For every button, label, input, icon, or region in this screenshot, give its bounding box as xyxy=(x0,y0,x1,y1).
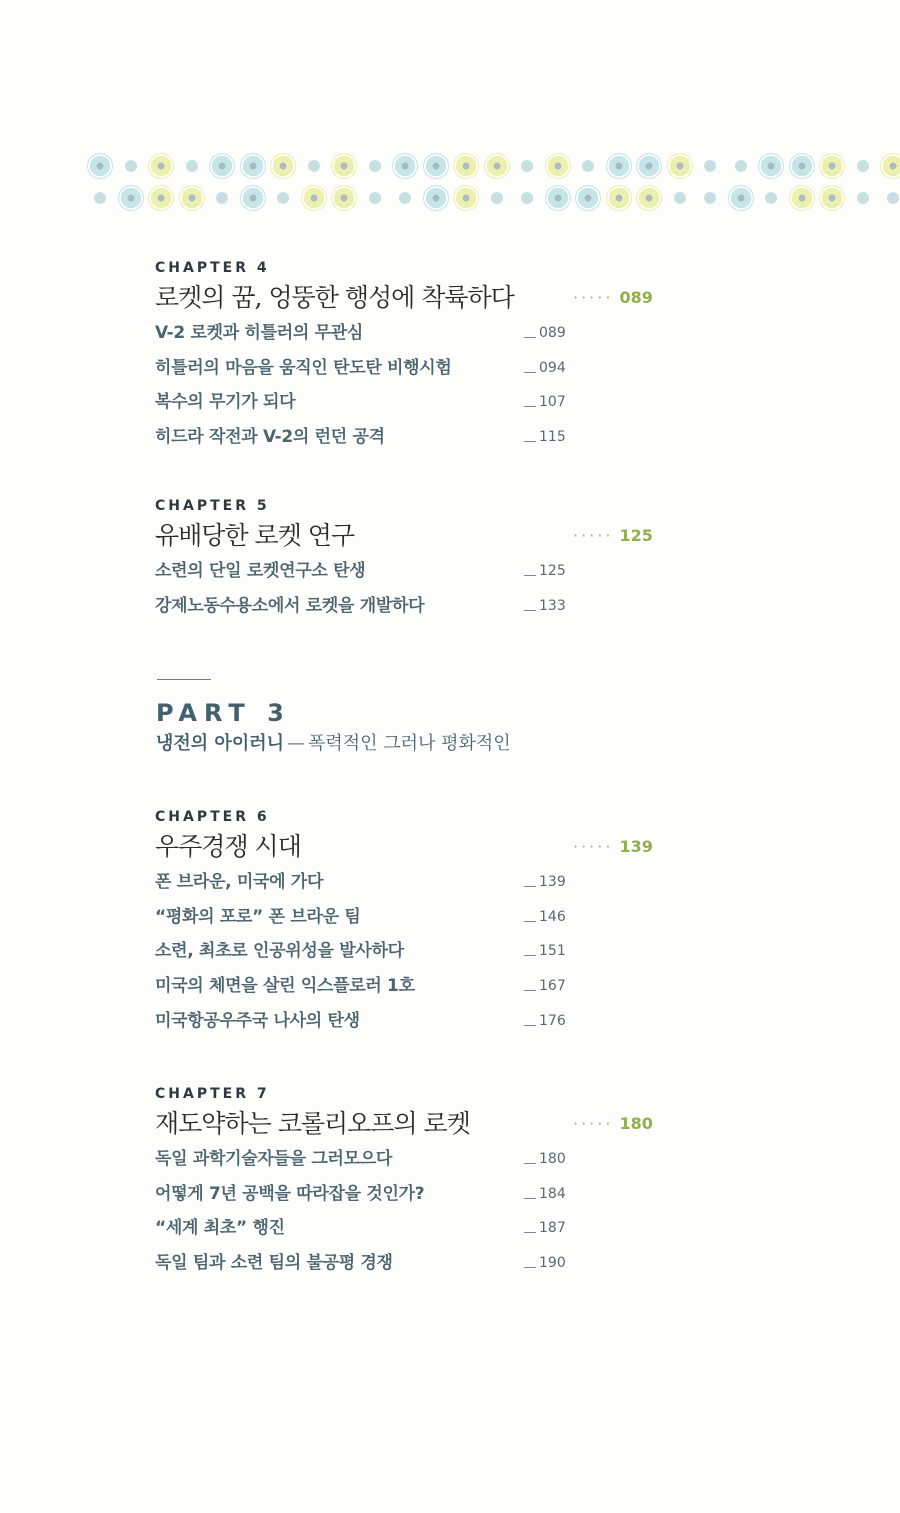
entry-page xyxy=(524,385,566,420)
decorative-dot xyxy=(765,192,777,204)
chapter-heading xyxy=(155,829,675,865)
decorative-dot xyxy=(186,160,198,172)
decorative-dot-pattern xyxy=(80,146,900,218)
entry-page xyxy=(524,969,566,1004)
decorative-dot xyxy=(125,160,137,172)
decorative-dot xyxy=(575,185,601,211)
decorative-dot xyxy=(887,192,899,204)
entry-page xyxy=(524,1004,566,1039)
dot-leader: ····· xyxy=(573,1114,614,1133)
chapter-label: CHAPTER 7 xyxy=(155,1086,270,1102)
decorative-dot xyxy=(789,185,815,211)
entry-title: 미국항공우주국 나사의 탄생 xyxy=(155,1010,360,1031)
entry-page-number: 167 xyxy=(539,978,566,995)
decorative-dot xyxy=(392,153,418,179)
decorative-dot xyxy=(94,192,106,204)
chapter-heading xyxy=(155,280,675,316)
decorative-dot xyxy=(148,185,174,211)
decorative-dot xyxy=(331,153,357,179)
entry-page-number: 180 xyxy=(539,1151,566,1167)
dot-leader: ····· xyxy=(573,288,614,307)
entry-page xyxy=(524,1211,566,1246)
toc-entry xyxy=(155,1142,675,1177)
chapter-title: 우주경쟁 시대 xyxy=(155,832,301,861)
decorative-dot xyxy=(606,153,632,179)
part-label: PART 3 xyxy=(156,699,291,727)
decorative-dot xyxy=(728,185,754,211)
decorative-dot xyxy=(582,160,594,172)
decorative-dot xyxy=(521,160,533,172)
entry-title: 복수의 무기가 되다 xyxy=(155,392,296,413)
decorative-dot xyxy=(369,160,381,172)
chapter-5-section xyxy=(155,496,675,623)
toc-entry xyxy=(155,1177,675,1212)
entry-title: 폰 브라운, 미국에 가다 xyxy=(155,872,324,892)
decorative-dot xyxy=(87,153,113,179)
decorative-dot xyxy=(179,185,205,211)
decorative-dot xyxy=(301,185,327,211)
dot-leader: ····· xyxy=(573,837,614,856)
chapter-page xyxy=(573,1106,673,1142)
part-heading xyxy=(156,697,676,759)
decorative-dot xyxy=(636,185,662,211)
entry-page xyxy=(524,1246,566,1281)
toc-entry xyxy=(155,420,675,455)
chapter-label: CHAPTER 4 xyxy=(155,260,270,276)
decorative-dot xyxy=(331,185,357,211)
entry-page xyxy=(524,934,566,969)
decorative-dot xyxy=(758,153,784,179)
chapter-7-section xyxy=(155,1084,675,1281)
entry-page xyxy=(524,420,566,455)
decorative-dot xyxy=(453,153,479,179)
chapter-title: 재도약하는 코롤리오프의 로켓 xyxy=(155,1109,470,1138)
entry-title: 독일 과학기술자들을 그러모으다 xyxy=(155,1149,392,1169)
toc-entry xyxy=(155,969,675,1004)
decorative-dot xyxy=(240,185,266,211)
decorative-dot xyxy=(667,153,693,179)
entry-title: 히틀러의 마음을 움직인 탄도탄 비행시험 xyxy=(155,357,452,378)
entry-page-number: 133 xyxy=(539,597,566,614)
decorative-dot xyxy=(118,185,144,211)
entry-title: “평화의 포로” 폰 브라운 팀 xyxy=(155,906,361,927)
chapter-page-number: 089 xyxy=(619,288,653,307)
chapter-page-number: 139 xyxy=(619,837,653,856)
toc-entry xyxy=(155,1211,675,1246)
decorative-dot xyxy=(606,185,632,211)
chapter-4-section xyxy=(155,258,675,455)
entry-page-number: 094 xyxy=(539,359,566,376)
decorative-dot xyxy=(789,153,815,179)
entry-page-number: 139 xyxy=(539,874,566,890)
toc-entry xyxy=(155,316,675,351)
part-divider xyxy=(157,679,211,680)
entry-page-number: 107 xyxy=(539,394,566,411)
entry-title: 미국의 체면을 살린 익스플로러 1호 xyxy=(155,976,415,997)
entry-title: 히드라 작전과 V-2의 런던 공격 xyxy=(155,427,385,448)
decorative-dot xyxy=(545,153,571,179)
entry-page xyxy=(524,554,566,589)
toc-entry xyxy=(155,900,675,935)
entry-page xyxy=(524,316,566,351)
toc-entry xyxy=(155,385,675,420)
entry-title: 소련, 최초로 인공위성을 발사하다 xyxy=(155,941,404,962)
decorative-dot xyxy=(819,153,845,179)
chapter-page xyxy=(573,518,673,554)
chapter-page-number: 125 xyxy=(619,526,653,545)
toc-entry xyxy=(155,554,675,589)
chapter-page xyxy=(573,280,673,316)
part-subtitle xyxy=(156,729,676,759)
chapter-title: 유배당한 로켓 연구 xyxy=(155,521,355,550)
decorative-dot xyxy=(453,185,479,211)
entry-title: 어떻게 7년 공백을 따라잡을 것인가? xyxy=(155,1183,425,1204)
entry-page-number: 146 xyxy=(539,908,566,925)
entry-page xyxy=(524,1142,566,1177)
decorative-dot xyxy=(216,192,228,204)
entry-title: V-2 로켓과 히틀러의 무관심 xyxy=(155,323,363,343)
toc-entry xyxy=(155,1246,675,1281)
chapter-page-number: 180 xyxy=(619,1114,653,1133)
entry-title: 소련의 단일 로켓연구소 탄생 xyxy=(155,561,366,581)
decorative-dot xyxy=(819,185,845,211)
chapter-heading xyxy=(155,1106,675,1142)
decorative-dot xyxy=(491,192,503,204)
decorative-dot xyxy=(674,192,686,204)
decorative-dot xyxy=(277,192,289,204)
chapter-title: 로켓의 꿈, 엉뚱한 행성에 착륙하다 xyxy=(155,283,514,312)
entry-page-number: 089 xyxy=(539,325,566,341)
dot-leader: ····· xyxy=(573,526,614,545)
entry-page xyxy=(524,1177,566,1212)
decorative-dot xyxy=(423,185,449,211)
entry-page-number: 125 xyxy=(539,563,566,579)
entry-title: “세계 최초” 행진 xyxy=(155,1218,285,1239)
decorative-dot xyxy=(399,192,411,204)
decorative-dot xyxy=(857,160,869,172)
toc-entry xyxy=(155,351,675,386)
decorative-dot xyxy=(545,185,571,211)
decorative-dot xyxy=(857,192,869,204)
part-subtitle-main: 냉전의 아이러니 xyxy=(156,733,284,754)
chapter-label: CHAPTER 6 xyxy=(155,809,270,825)
decorative-dot xyxy=(636,153,662,179)
toc-entry xyxy=(155,1004,675,1039)
entry-page xyxy=(524,589,566,624)
entry-page-number: 184 xyxy=(539,1185,566,1202)
entry-page-number: 115 xyxy=(539,429,566,446)
entry-page xyxy=(524,900,566,935)
decorative-dot xyxy=(484,153,510,179)
entry-page-number: 176 xyxy=(539,1012,566,1029)
toc-entry xyxy=(155,865,675,900)
decorative-dot xyxy=(148,153,174,179)
part-subtitle-dash: — xyxy=(286,733,305,754)
entry-title: 강제노동수용소에서 로켓을 개발하다 xyxy=(155,595,425,616)
entry-page-number: 187 xyxy=(539,1220,566,1237)
entry-page-number: 190 xyxy=(539,1255,566,1272)
decorative-dot xyxy=(521,192,533,204)
part-subtitle-rest: 폭력적인 그러나 평화적인 xyxy=(307,733,511,754)
entry-page-number: 151 xyxy=(539,943,566,960)
decorative-dot xyxy=(880,153,900,179)
decorative-dot xyxy=(270,153,296,179)
chapter-heading xyxy=(155,518,675,554)
decorative-dot xyxy=(209,153,235,179)
decorative-dot xyxy=(308,160,320,172)
decorative-dot xyxy=(704,192,716,204)
decorative-dot xyxy=(735,160,747,172)
decorative-dot xyxy=(423,153,449,179)
toc-entry xyxy=(155,589,675,624)
chapter-page xyxy=(573,829,673,865)
decorative-dot xyxy=(240,153,266,179)
decorative-dot xyxy=(369,192,381,204)
chapter-label: CHAPTER 5 xyxy=(155,498,270,514)
entry-page xyxy=(524,351,566,386)
decorative-dot xyxy=(704,160,716,172)
entry-title: 독일 팀과 소련 팀의 불공평 경쟁 xyxy=(155,1253,393,1274)
entry-page xyxy=(524,865,566,900)
chapter-6-section xyxy=(155,807,675,1038)
toc-entry xyxy=(155,934,675,969)
